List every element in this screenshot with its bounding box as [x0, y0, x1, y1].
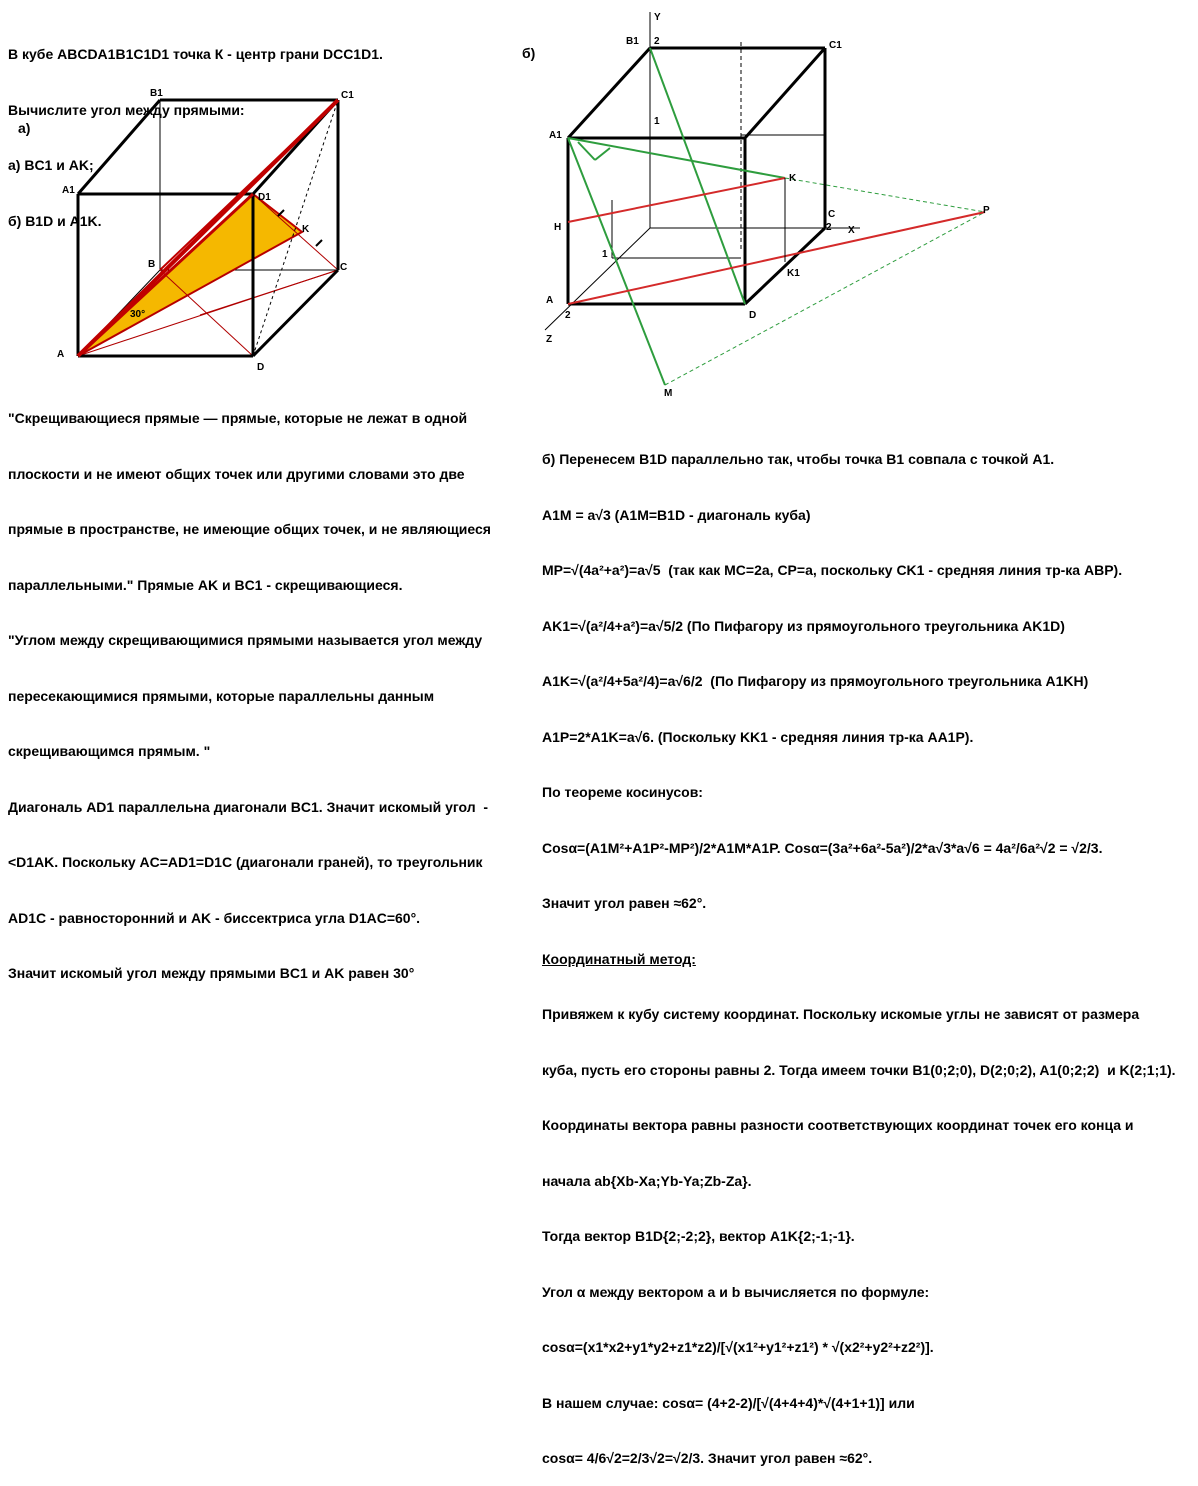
figure-b-green-lines: [568, 48, 785, 385]
solution-b-line: A1K=√(a²/4+5a²/4)=a√6/2 (По Пифагору из прямоугольного треугольника A1KH): [542, 673, 1089, 689]
solution-b-line: По теореме косинусов:: [542, 784, 703, 800]
solution-b-line: Привяжем к кубу систему координат. Поскольку искомые углы не зависят от размера: [542, 1006, 1140, 1022]
solution-a-line: Диагональ AD1 параллельна диагонали BC1. Значит искомый угол -: [8, 798, 489, 815]
problem-line: Вычислите угол между прямыми:: [8, 101, 245, 118]
problem-line: б) B1D и A1K.: [8, 212, 102, 229]
axis-z: [545, 228, 650, 330]
solution-b-line: б) Перенесем B1D параллельно так, чтобы точка B1 совпала с точкой A1.: [542, 451, 1055, 467]
solution-b-line: Угол α между вектором a и b вычисляется по формуле:: [542, 1283, 930, 1300]
label-y: Y: [654, 12, 661, 23]
solution-a-line: скрещивающимся прямым. ": [8, 743, 211, 759]
label-b1: B1: [626, 36, 639, 47]
figure-b-part-label: б): [522, 45, 536, 61]
coordinate-method-heading: Координатный метод:: [542, 950, 696, 967]
label-d: D: [749, 310, 757, 321]
solution-a-line: плоскости и не имеют общих точек или другими словами это две: [8, 465, 465, 482]
solution-a-line: "Углом между скрещивающимися прямыми называется угол между: [8, 632, 483, 648]
label-a1: A1: [62, 185, 75, 196]
tick-2-top: 2: [654, 36, 660, 47]
solution-a-line: параллельными." Прямые AK и BC1 - скрещивающиеся.: [8, 576, 403, 593]
solution-b-line: Cosα=(A1M²+A1P²-MP²)/2*A1M*A1P. Cosα=(3a²+6a²-5a²)/2*a√3*a√6 = 4a²/6a²√2 = √2/3.: [542, 839, 1103, 856]
label-b1: B1: [150, 88, 163, 99]
solution-b-line: cosα= 4/6√2=2/3√2=√2/3. Значит угол равен ≈62°.: [542, 1450, 873, 1466]
label-x: X: [848, 225, 855, 236]
tick-2-x: 2: [826, 222, 832, 233]
label-d: D: [257, 362, 265, 373]
solution-b-line: A1P=2*A1K=a√6. (Поскольку KK1 - средняя линия тр-ка AA1P).: [542, 728, 974, 745]
label-h: H: [554, 222, 562, 233]
label-z: Z: [546, 334, 553, 345]
label-c: C: [828, 209, 836, 220]
tick-1-y: 1: [654, 116, 660, 127]
label-c1: C1: [341, 90, 354, 101]
solution-b-line: начала ab{Xb-Xa;Yb-Ya;Zb-Za}.: [542, 1172, 752, 1189]
solution-b-line: Значит угол равен ≈62°.: [542, 895, 707, 911]
figure-a-part-label: а): [18, 120, 31, 136]
solution-b: [542, 413, 1176, 1486]
solution-a-line: Значит искомый угол между прямыми BC1 и AK равен 30°: [8, 965, 415, 981]
solution-a-line: пересекающимися прямыми, которые параллельны данным: [8, 687, 435, 704]
problem-line: а) BC1 и AK;: [8, 157, 94, 173]
label-k: K: [302, 224, 310, 235]
problem-line: В кубе ABCDA1B1C1D1 точка К - центр грани DCC1D1.: [8, 46, 383, 62]
label-p: P: [983, 205, 990, 216]
solution-a-line: <D1AK. Поскольку AC=AD1=D1C (диагонали граней), то треугольник: [8, 854, 483, 870]
figure-b-red-lines: [568, 178, 985, 304]
solution-b-line: AK1=√(a²/4+a²)=a√5/2 (По Пифагору из прямоугольного треугольника AK1D): [542, 617, 1065, 634]
label-a: A: [57, 349, 65, 360]
label-k1: K1: [787, 268, 800, 279]
solution-b-line: A1M = a√3 (A1M=B1D - диагональ куба): [542, 506, 811, 523]
label-b: B: [148, 259, 156, 270]
solution-a-line: прямые в пространстве, не имеющие общих точек, и не являющиеся: [8, 521, 491, 537]
solution-a-line: "Скрещивающиеся прямые — прямые, которые не лежат в одной: [8, 410, 468, 426]
solution-b-line: MP=√(4a²+a²)=a√5 (так как MC=2a, CP=a, поскольку CK1 - средняя линия тр-ка ABP).: [542, 562, 1123, 578]
label-c: C: [340, 262, 348, 273]
solution-b-line: В нашем случае: cosα= (4+2-2)/[√(4+4+4)*√(4+1+1)] или: [542, 1394, 915, 1411]
label-c1: C1: [829, 40, 842, 51]
solution-a: [8, 372, 491, 1001]
label-a1: A1: [549, 130, 562, 141]
label-m: M: [664, 388, 673, 399]
tick-2-z: 2: [565, 310, 571, 321]
angle-label: 30°: [130, 309, 146, 320]
solution-b-line: Координаты вектора равны разности соответствующих координат точек его конца и: [542, 1117, 1134, 1133]
tick-1-z: 1: [602, 249, 608, 260]
solution-b-line: cosα=(x1*x2+y1*y2+z1*z2)/[√(x1²+y1²+z1²) * √(x2²+y2²+z2²)].: [542, 1339, 934, 1355]
label-d1: D1: [258, 192, 271, 203]
label-a: A: [546, 295, 554, 306]
solution-a-line: AD1C - равносторонний и AK - биссектриса угла D1AC=60°.: [8, 909, 421, 926]
label-k: K: [789, 173, 797, 184]
solution-b-line: куба, пусть его стороны равны 2. Тогда имеем точки B1(0;2;0), D(2;0;2), A1(0;2;2) и K(2;1;1).: [542, 1061, 1176, 1078]
solution-b-line: Тогда вектор B1D{2;-2;2}, вектор A1K{2;-1;-1}.: [542, 1228, 855, 1244]
